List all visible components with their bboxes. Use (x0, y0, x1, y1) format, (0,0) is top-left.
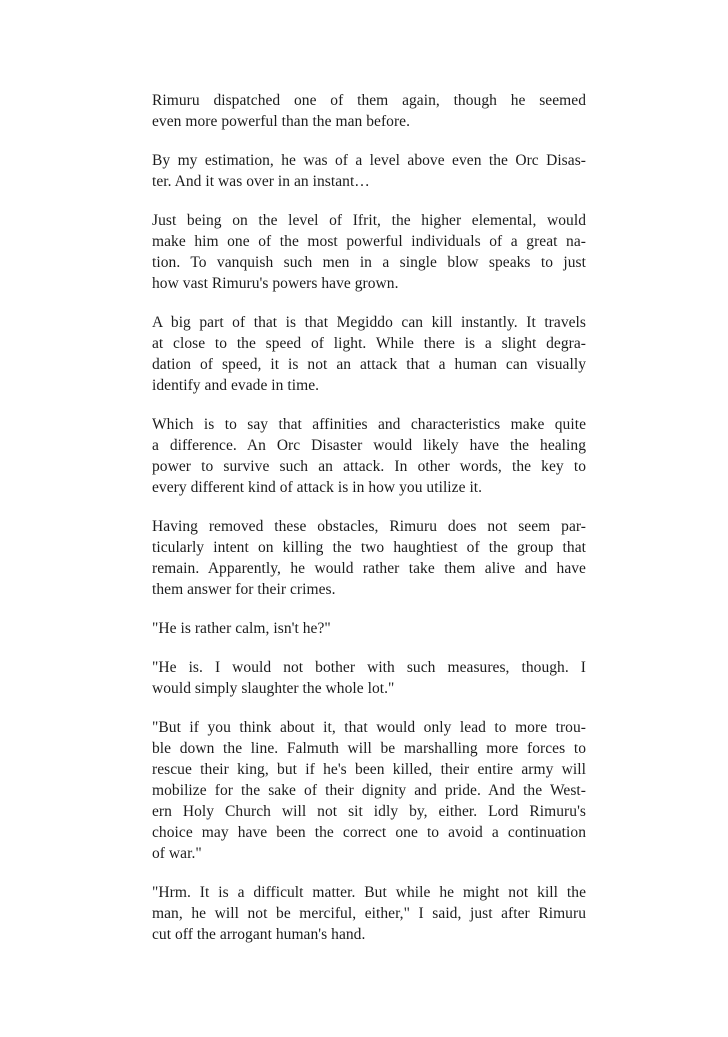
text-line: at close to the speed of light. While there is a slight degra- (152, 335, 586, 352)
text-line: cut off the arrogant human's hand. (152, 926, 366, 943)
text-line: rescue their king, but if he's been killed, their entire army will (152, 761, 586, 778)
paragraph (152, 312, 586, 396)
paragraph (152, 150, 586, 192)
text-line: "He is rather calm, isn't he?" (152, 620, 331, 637)
text-line: remain. Apparently, he would rather take them alive and have (152, 560, 586, 577)
text-line: choice may have been the correct one to avoid a continuation (152, 824, 586, 841)
text-line: Which is to say that affinities and characteristics make quite (152, 416, 586, 433)
text-line: how vast Rimuru's powers have grown. (152, 275, 399, 292)
text-line: "He is. I would not bother with such measures, though. I (152, 659, 586, 676)
paragraph (152, 717, 586, 864)
text-line: Just being on the level of Ifrit, the higher elemental, would (152, 212, 586, 229)
text-line: ble down the line. Falmuth will be marshalling more forces to (152, 740, 586, 757)
text-line: every different kind of attack is in how you utilize it. (152, 479, 483, 496)
text-line: make him one of the most powerful individuals of a great na- (152, 233, 586, 250)
text-line: even more powerful than the man before. (152, 113, 411, 130)
paragraph (152, 516, 586, 600)
text-line: man, he will not be merciful, either," I said, just after Rimuru (152, 905, 586, 922)
text-line: ticularly intent on killing the two haughtiest of the group that (152, 539, 586, 556)
paragraph (152, 618, 586, 639)
text-line: power to survive such an attack. In other words, the key to (152, 458, 586, 475)
text-line: ern Holy Church will not sit idly by, either. Lord Rimuru's (152, 803, 586, 820)
text-line: dation of speed, it is not an attack that a human can visually (152, 356, 586, 373)
text-line: a difference. An Orc Disaster would likely have the healing (152, 437, 586, 454)
text-line: "Hrm. It is a difficult matter. But while he might not kill the (152, 884, 586, 901)
text-line: A big part of that is that Megiddo can kill instantly. It travels (152, 314, 586, 331)
paragraph (152, 414, 586, 498)
text-line: Rimuru dispatched one of them again, though he seemed (152, 92, 586, 109)
paragraph (152, 210, 586, 294)
text-line: Having removed these obstacles, Rimuru does not seem par- (152, 518, 586, 535)
paragraph (152, 90, 586, 132)
text-line: would simply slaughter the whole lot." (152, 680, 395, 697)
text-block (152, 90, 586, 945)
text-line: them answer for their crimes. (152, 581, 336, 598)
paragraph (152, 657, 586, 699)
text-line: identify and evade in time. (152, 377, 320, 394)
text-line: tion. To vanquish such men in a single blow speaks to just (152, 254, 586, 271)
paragraph (152, 882, 586, 945)
text-line: ter. And it was over in an instant… (152, 173, 370, 190)
text-line: By my estimation, he was of a level above even the Orc Disas- (152, 152, 586, 169)
text-line: of war." (152, 845, 202, 862)
text-line: mobilize for the sake of their dignity and pride. And the West- (152, 782, 586, 799)
text-line: "But if you think about it, that would only lead to more trou- (152, 719, 586, 736)
